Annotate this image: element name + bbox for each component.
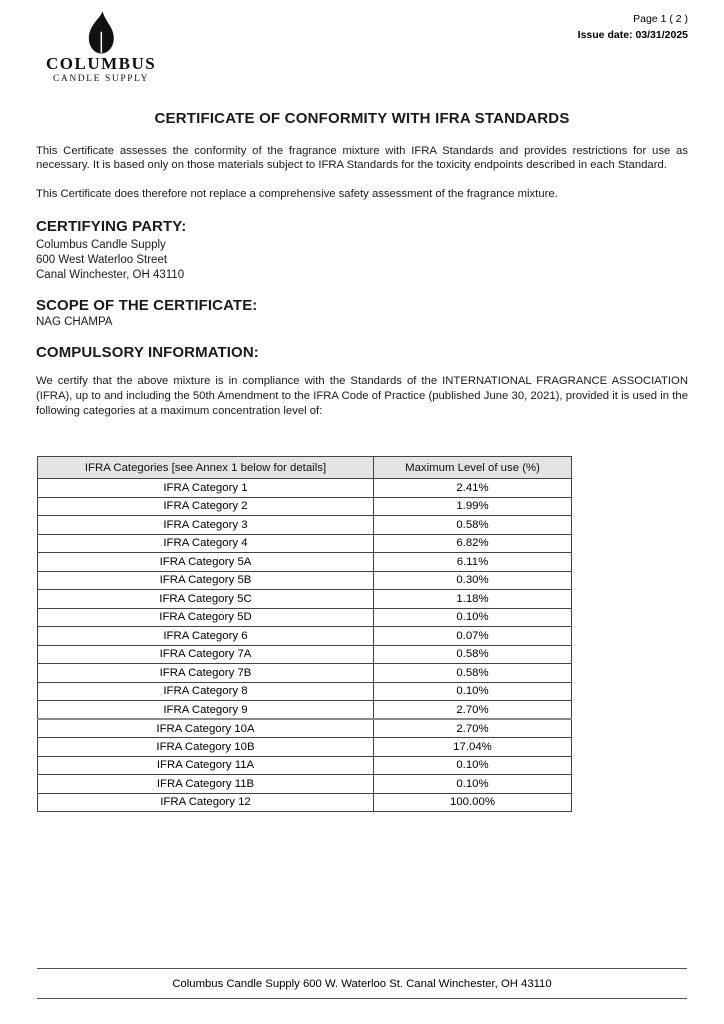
table-row [38,497,572,516]
page-header [0,0,724,84]
company-logo [46,10,156,84]
category-cell: IFRA Category 11B [38,775,374,794]
logo-company-subtitle: CANDLE SUPPLY [52,74,150,84]
table-row [38,738,572,757]
table-row [38,701,572,720]
max-level-cell: 100.00% [374,793,572,812]
table-row [38,534,572,553]
page-footer [37,968,687,999]
table-row [38,793,572,812]
category-cell: IFRA Category 1 [38,479,374,498]
max-level-cell: 0.10% [374,608,572,627]
max-level-cell: 6.11% [374,553,572,572]
category-cell: IFRA Category 5C [38,590,374,609]
category-cell: IFRA Category 11A [38,756,374,775]
table-row [38,479,572,498]
table-row [38,627,572,646]
address-line: 600 West Waterloo Street [36,253,168,266]
table-row [38,645,572,664]
document-title: CERTIFICATE OF CONFORMITY WITH IFRA STANDARDS [154,110,570,127]
max-level-cell: 0.30% [374,571,572,590]
table-row [38,516,572,535]
table-row [38,775,572,794]
intro-paragraph-1: This Certificate assesses the conformity of the fragrance mixture with IFRA Standards and provides restrictions for use as necessary. It is based only on those materials subject to IFRA Standards for the toxicity endpoints described in each Standard. [36,145,688,172]
compulsory-paragraph: We certify that the above mixture is in compliance with the Standards of the INTERNATIONAL FRAGRANCE ASSOCIATION (IFRA), up to and including the 50th Amendment to the IFRA Code of Practice (published June 30, 2021), provided it is used in the following categories at a maximum concentration level of: [36,374,688,418]
logo-company-name: COLUMBUS [46,54,157,73]
category-cell: IFRA Category 12 [38,793,374,812]
category-cell: IFRA Category 7A [38,645,374,664]
category-cell: IFRA Category 2 [38,497,374,516]
max-level-cell: 0.58% [374,516,572,535]
category-cell: IFRA Category 7B [38,664,374,683]
max-level-cell: 0.10% [374,682,572,701]
address-line: Canal Winchester, OH 43110 [36,268,185,281]
category-cell: IFRA Category 6 [38,627,374,646]
max-level-cell: 0.58% [374,645,572,664]
table-row [38,664,572,683]
scope-heading: SCOPE OF THE CERTIFICATE: [36,296,258,314]
table-row [38,608,572,627]
category-cell: IFRA Category 9 [38,701,374,720]
table-header-row [38,457,572,479]
flame-icon [80,10,122,56]
max-level-cell: 0.10% [374,756,572,775]
table-row [38,682,572,701]
category-cell: IFRA Category 5D [38,608,374,627]
compulsory-heading: COMPULSORY INFORMATION: [36,343,259,361]
address-line: Columbus Candle Supply [36,238,166,251]
category-cell: IFRA Category 3 [38,516,374,535]
page-number: Page 1 ( 2 ) [633,13,688,25]
category-cell: IFRA Category 10B [38,738,374,757]
max-level-cell: 6.82% [374,534,572,553]
max-level-cell: 0.10% [374,775,572,794]
max-level-cell: 0.07% [374,627,572,646]
table-row [38,553,572,572]
table-row [38,756,572,775]
category-cell: IFRA Category 5B [38,571,374,590]
max-level-cell: 2.41% [374,479,572,498]
categories-column-header: IFRA Categories [see Annex 1 below for details] [38,457,374,479]
scope-value: NAG CHAMPA [36,315,113,328]
category-cell: IFRA Category 10A [38,719,374,738]
max-level-cell: 1.18% [374,590,572,609]
category-cell: IFRA Category 8 [38,682,374,701]
max-level-cell: 17.04% [374,738,572,757]
category-cell: IFRA Category 5A [38,553,374,572]
certifying-party-heading: CERTIFYING PARTY: [36,217,187,235]
max-level-cell: 2.70% [374,701,572,720]
max-level-column-header: Maximum Level of use (%) [374,457,572,479]
max-level-cell: 2.70% [374,719,572,738]
ifra-categories-table [37,456,572,812]
issue-date: Issue date: 03/31/2025 [577,29,688,41]
intro-paragraph-2: This Certificate does therefore not replace a comprehensive safety assessment of the fragrance mixture. [36,188,558,201]
footer-address: Columbus Candle Supply 600 W. Waterloo St. Canal Winchester, OH 43110 [172,977,552,990]
max-level-cell: 1.99% [374,497,572,516]
ifra-table-body [38,479,572,812]
table-row [38,719,572,738]
certifying-party-address [0,238,724,283]
page-info [578,10,688,41]
category-cell: IFRA Category 4 [38,534,374,553]
table-row [38,590,572,609]
table-row [38,571,572,590]
max-level-cell: 0.58% [374,664,572,683]
